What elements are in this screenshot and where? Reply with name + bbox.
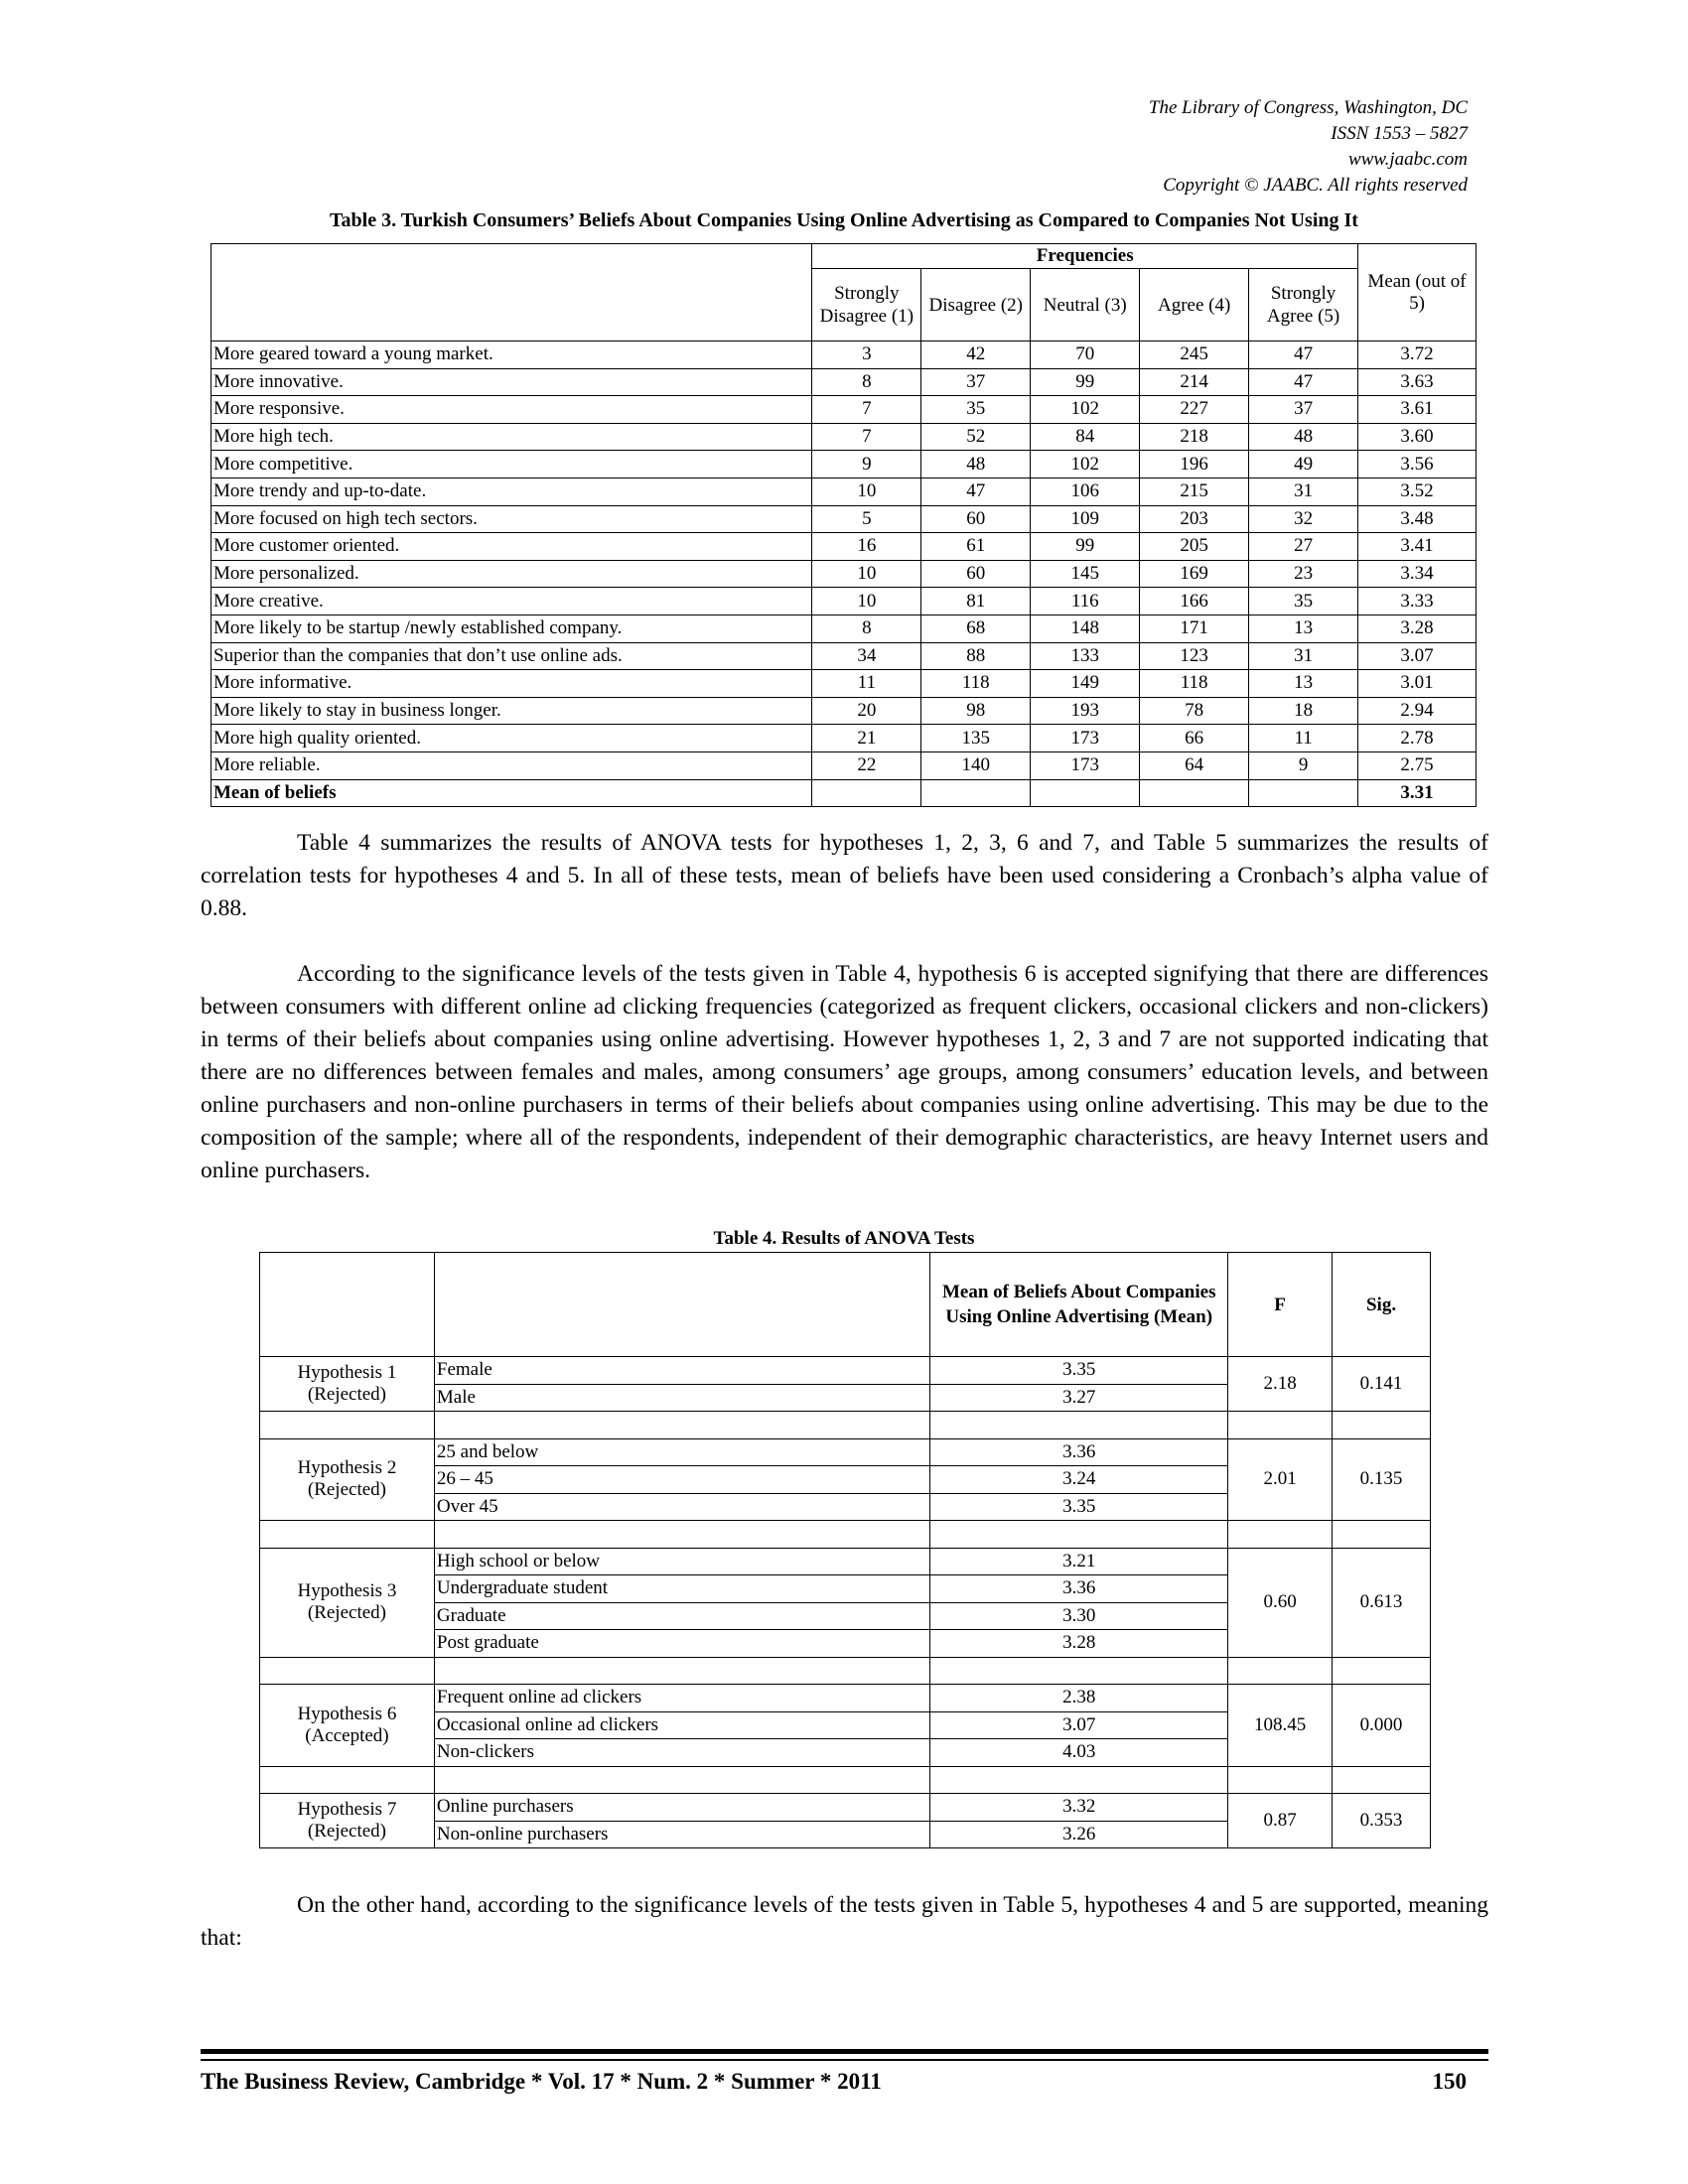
table-cell [434, 1521, 929, 1549]
f-value: 2.01 [1228, 1438, 1333, 1521]
header-line: ISSN 1553 – 5827 [1331, 123, 1468, 144]
table-cell [812, 779, 921, 807]
table-cell: 245 [1140, 341, 1249, 369]
hypothesis-status: (Accepted) [305, 1724, 389, 1746]
sig-value: 0.613 [1333, 1548, 1431, 1657]
table-cell: 203 [1140, 505, 1249, 533]
footer-rule [201, 2059, 1488, 2061]
table-row [211, 341, 1477, 369]
total-label: Mean of beliefs [211, 779, 812, 807]
table-cell: 9 [812, 451, 921, 478]
table-cell: 27 [1249, 533, 1358, 561]
table-cell: 169 [1140, 560, 1249, 588]
table-cell [260, 1412, 435, 1439]
table-cell: 42 [921, 341, 1031, 369]
table-cell [260, 1766, 435, 1794]
table-cell: 205 [1140, 533, 1249, 561]
table-cell: 7 [812, 423, 921, 451]
table-cell: 2.78 [1358, 725, 1477, 752]
table-cell: 196 [1140, 451, 1249, 478]
table-row [211, 697, 1477, 725]
footer-journal: The Business Review, Cambridge * Vol. 17 * Num. 2 * Summer * 2011 [201, 2069, 882, 2094]
page-number: 150 [1432, 2069, 1467, 2094]
belief-label: More high quality oriented. [211, 725, 812, 752]
table3-caption: Table 3. Turkish Consumers’ Beliefs About Companies Using Online Advertising as Compared to Companies Not Using It [330, 209, 1358, 231]
group-mean: 4.03 [930, 1739, 1228, 1767]
table-cell [434, 1766, 929, 1794]
table4-col-header: Mean of Beliefs About Companies Using Online Advertising (Mean) [930, 1253, 1228, 1357]
table-cell: 47 [1249, 341, 1358, 369]
table-cell: 2.94 [1358, 697, 1477, 725]
table-cell: 106 [1031, 478, 1140, 505]
table-cell: 148 [1031, 614, 1140, 642]
table3-group-header: Frequencies [812, 244, 1358, 269]
belief-label: More competitive. [211, 451, 812, 478]
total-value: 3.31 [1358, 779, 1477, 807]
table-cell: 21 [812, 725, 921, 752]
table-row [211, 505, 1477, 533]
table-cell: 47 [1249, 368, 1358, 396]
table-cell: 16 [812, 533, 921, 561]
table-cell: 3.41 [1358, 533, 1477, 561]
hypothesis-name: Hypothesis 6 [297, 1703, 397, 1724]
belief-label: More customer oriented. [211, 533, 812, 561]
group-mean: 3.28 [930, 1630, 1228, 1658]
header-line: www.jaabc.com [1348, 149, 1468, 170]
f-value: 0.87 [1228, 1794, 1333, 1848]
table-cell: 3.52 [1358, 478, 1477, 505]
group-label: 25 and below [434, 1438, 929, 1466]
table-cell: 70 [1031, 341, 1140, 369]
table-cell [1333, 1657, 1431, 1685]
group-mean: 3.27 [930, 1384, 1228, 1412]
hypothesis-status: (Rejected) [307, 1384, 386, 1405]
table-cell: 10 [812, 560, 921, 588]
table-cell: 173 [1031, 725, 1140, 752]
belief-label: Superior than the companies that don’t use online ads. [211, 642, 812, 670]
table-cell: 3.34 [1358, 560, 1477, 588]
table-cell: 31 [1249, 478, 1358, 505]
group-mean: 3.24 [930, 1466, 1228, 1494]
table-cell [1228, 1766, 1333, 1794]
table-cell: 102 [1031, 396, 1140, 424]
table-cell: 149 [1031, 670, 1140, 698]
body-text [201, 827, 1488, 1187]
table3-col-header: Strongly Agree (5) [1249, 269, 1358, 341]
table-cell: 64 [1140, 751, 1249, 779]
table-cell [1333, 1766, 1431, 1794]
table-cell: 10 [812, 478, 921, 505]
table-cell: 173 [1031, 751, 1140, 779]
table-cell: 81 [921, 588, 1031, 615]
f-value: 0.60 [1228, 1548, 1333, 1657]
table-total-row [211, 779, 1477, 807]
table-cell [1249, 779, 1358, 807]
table-cell [921, 779, 1031, 807]
table-cell: 193 [1031, 697, 1140, 725]
table-cell: 99 [1031, 368, 1140, 396]
table-cell: 123 [1140, 642, 1249, 670]
table-cell: 8 [812, 614, 921, 642]
table-cell: 118 [921, 670, 1031, 698]
belief-label: More likely to stay in business longer. [211, 697, 812, 725]
table-cell: 78 [1140, 697, 1249, 725]
table-cell: 5 [812, 505, 921, 533]
group-mean: 3.32 [930, 1794, 1228, 1822]
belief-label: More trendy and up-to-date. [211, 478, 812, 505]
table-cell [1228, 1657, 1333, 1685]
table-cell: 31 [1249, 642, 1358, 670]
group-label: Over 45 [434, 1493, 929, 1521]
table-row [211, 751, 1477, 779]
hypothesis-name: Hypothesis 1 [297, 1362, 397, 1383]
table-cell: 3 [812, 341, 921, 369]
table-cell: 35 [921, 396, 1031, 424]
group-mean: 3.07 [930, 1711, 1228, 1739]
table-cell: 3.07 [1358, 642, 1477, 670]
belief-label: More geared toward a young market. [211, 341, 812, 369]
group-mean: 3.35 [930, 1357, 1228, 1385]
table-cell [434, 1657, 929, 1685]
table-cell: 23 [1249, 560, 1358, 588]
group-label: Female [434, 1357, 929, 1385]
belief-label: More responsive. [211, 396, 812, 424]
hypothesis-label [260, 1794, 435, 1848]
table-cell [1333, 1521, 1431, 1549]
table3-col-header: Neutral (3) [1031, 269, 1140, 341]
table-row [211, 614, 1477, 642]
table4-col-header: Sig. [1333, 1253, 1431, 1357]
body-text [201, 1889, 1488, 1955]
table-cell: 61 [921, 533, 1031, 561]
table-cell: 171 [1140, 614, 1249, 642]
table-cell: 227 [1140, 396, 1249, 424]
table-row [260, 1794, 1431, 1822]
table-cell: 3.28 [1358, 614, 1477, 642]
paragraph: Table 4 summarizes the results of ANOVA tests for hypotheses 1, 2, 3, 6 and 7, and Table 5 summarizes the results of correlation tests for hypotheses 4 and 5. In all of these tests, mean of beliefs have been used considering a Cronbach’s alpha value of 0.88. [201, 830, 1488, 921]
table-row [211, 478, 1477, 505]
table-cell: 3.72 [1358, 341, 1477, 369]
paragraph: According to the significance levels of the tests given in Table 4, hypothesis 6 is accepted signifying that there are differences between consumers with different online ad clicking frequencies (categorized as frequent clickers, occasional clickers and non-clickers) in terms of their beliefs about companies using online advertising. However hypotheses 1, 2, 3 and 7 are not supported indicating that there are no differences between females and males, among consumers’ age groups, among consumers’ education levels, and between online purchasers and non-online purchasers in terms of their beliefs about companies using online advertising. This may be due to the composition of the sample; where all of the respondents, independent of their demographic characteristics, are heavy Internet users and online purchasers. [201, 961, 1488, 1183]
table-row [260, 1438, 1431, 1466]
table-cell: 34 [812, 642, 921, 670]
belief-label: More focused on high tech sectors. [211, 505, 812, 533]
table-cell: 20 [812, 697, 921, 725]
footer-rule [201, 2049, 1488, 2054]
table-cell: 215 [1140, 478, 1249, 505]
table-row [211, 588, 1477, 615]
sig-value: 0.353 [1333, 1794, 1431, 1848]
table-cell: 18 [1249, 697, 1358, 725]
table-cell: 135 [921, 725, 1031, 752]
table-cell: 99 [1031, 533, 1140, 561]
table-cell: 11 [812, 670, 921, 698]
table3-col-header: Agree (4) [1140, 269, 1249, 341]
hypothesis-label [260, 1438, 435, 1521]
table-row [260, 1548, 1431, 1575]
table-cell: 48 [1249, 423, 1358, 451]
table-cell: 218 [1140, 423, 1249, 451]
group-mean: 3.35 [930, 1493, 1228, 1521]
table-cell: 13 [1249, 614, 1358, 642]
table-cell: 66 [1140, 725, 1249, 752]
group-label: Undergraduate student [434, 1575, 929, 1603]
table-cell: 145 [1031, 560, 1140, 588]
table-cell: 3.01 [1358, 670, 1477, 698]
table-cell: 22 [812, 751, 921, 779]
table-cell: 214 [1140, 368, 1249, 396]
hypothesis-name: Hypothesis 7 [297, 1799, 397, 1820]
table-cell: 102 [1031, 451, 1140, 478]
hypothesis-label [260, 1548, 435, 1657]
table-row [211, 451, 1477, 478]
group-label: 26 – 45 [434, 1466, 929, 1494]
table-cell [1333, 1412, 1431, 1439]
table-cell [1228, 1521, 1333, 1549]
table3-col-header: Disagree (2) [921, 269, 1031, 341]
table4-corner [434, 1253, 929, 1357]
table-cell: 52 [921, 423, 1031, 451]
journal-header [1149, 95, 1468, 199]
spacer-row [260, 1521, 1431, 1549]
sig-value: 0.135 [1333, 1438, 1431, 1521]
belief-label: More informative. [211, 670, 812, 698]
belief-label: More likely to be startup /newly established company. [211, 614, 812, 642]
table3-corner [211, 244, 812, 341]
spacer-row [260, 1766, 1431, 1794]
group-label: Frequent online ad clickers [434, 1685, 929, 1712]
table-cell: 32 [1249, 505, 1358, 533]
group-mean: 3.36 [930, 1438, 1228, 1466]
table3-col-header: Mean (out of 5) [1358, 244, 1477, 341]
hypothesis-name: Hypothesis 2 [297, 1457, 397, 1479]
table-cell: 88 [921, 642, 1031, 670]
group-label: Graduate [434, 1602, 929, 1630]
table-row [211, 642, 1477, 670]
hypothesis-status: (Rejected) [307, 1479, 386, 1501]
group-mean: 3.30 [930, 1602, 1228, 1630]
table-row [211, 368, 1477, 396]
group-label: Occasional online ad clickers [434, 1711, 929, 1739]
group-label: Online purchasers [434, 1794, 929, 1822]
table-cell: 3.48 [1358, 505, 1477, 533]
table-cell: 37 [921, 368, 1031, 396]
table-cell: 3.61 [1358, 396, 1477, 424]
f-value: 108.45 [1228, 1685, 1333, 1767]
spacer-row [260, 1657, 1431, 1685]
group-label: High school or below [434, 1548, 929, 1575]
table-cell: 68 [921, 614, 1031, 642]
table-cell [434, 1412, 929, 1439]
table-cell: 13 [1249, 670, 1358, 698]
table3 [211, 243, 1477, 807]
table-cell: 10 [812, 588, 921, 615]
sig-value: 0.141 [1333, 1357, 1431, 1412]
table-cell: 84 [1031, 423, 1140, 451]
table-cell: 140 [921, 751, 1031, 779]
group-mean: 3.26 [930, 1821, 1228, 1848]
table-cell [1031, 779, 1140, 807]
group-mean: 2.38 [930, 1685, 1228, 1712]
group-label: Non-clickers [434, 1739, 929, 1767]
table-cell: 98 [921, 697, 1031, 725]
table-cell: 9 [1249, 751, 1358, 779]
group-label: Post graduate [434, 1630, 929, 1658]
table-cell: 8 [812, 368, 921, 396]
table-cell: 118 [1140, 670, 1249, 698]
table-cell: 3.33 [1358, 588, 1477, 615]
table-row [260, 1357, 1431, 1385]
table4-col-header: F [1228, 1253, 1333, 1357]
table-cell: 35 [1249, 588, 1358, 615]
hypothesis-label [260, 1357, 435, 1412]
table-cell: 7 [812, 396, 921, 424]
table-cell: 3.60 [1358, 423, 1477, 451]
table-row [211, 725, 1477, 752]
belief-label: More innovative. [211, 368, 812, 396]
group-mean: 3.21 [930, 1548, 1228, 1575]
group-label: Male [434, 1384, 929, 1412]
hypothesis-name: Hypothesis 3 [297, 1580, 397, 1601]
table4 [259, 1252, 1431, 1848]
table-cell: 3.63 [1358, 368, 1477, 396]
paragraph: On the other hand, according to the significance levels of the tests given in Table 5, hypotheses 4 and 5 are supported, meaning that: [201, 1892, 1488, 1951]
hypothesis-label [260, 1685, 435, 1767]
table-row [211, 423, 1477, 451]
table-row [211, 560, 1477, 588]
table-cell [260, 1657, 435, 1685]
table4-corner [260, 1253, 435, 1357]
table-cell [930, 1766, 1228, 1794]
table-cell: 3.56 [1358, 451, 1477, 478]
group-mean: 3.36 [930, 1575, 1228, 1603]
belief-label: More reliable. [211, 751, 812, 779]
table-cell: 109 [1031, 505, 1140, 533]
table-row [211, 670, 1477, 698]
sig-value: 0.000 [1333, 1685, 1431, 1767]
table-cell: 37 [1249, 396, 1358, 424]
table4-caption: Table 4. Results of ANOVA Tests [713, 1228, 975, 1249]
table-cell: 60 [921, 505, 1031, 533]
belief-label: More high tech. [211, 423, 812, 451]
table-cell: 11 [1249, 725, 1358, 752]
table-cell: 47 [921, 478, 1031, 505]
table3-col-header: Strongly Disagree (1) [812, 269, 921, 341]
table-cell: 133 [1031, 642, 1140, 670]
header-line: The Library of Congress, Washington, DC [1148, 97, 1468, 118]
table-cell: 2.75 [1358, 751, 1477, 779]
table-cell [1228, 1412, 1333, 1439]
table-cell: 60 [921, 560, 1031, 588]
table-cell [930, 1657, 1228, 1685]
table-cell: 48 [921, 451, 1031, 478]
hypothesis-status: (Rejected) [307, 1821, 386, 1842]
hypothesis-status: (Rejected) [307, 1602, 386, 1623]
table-row [211, 533, 1477, 561]
table-cell [930, 1521, 1228, 1549]
table-row [211, 396, 1477, 424]
table-row [260, 1685, 1431, 1712]
table-cell: 166 [1140, 588, 1249, 615]
table-cell: 49 [1249, 451, 1358, 478]
table-cell [1140, 779, 1249, 807]
spacer-row [260, 1412, 1431, 1439]
table-cell: 116 [1031, 588, 1140, 615]
table-cell [930, 1412, 1228, 1439]
belief-label: More creative. [211, 588, 812, 615]
footer [201, 2069, 1488, 2095]
header-line: Copyright © JAABC. All rights reserved [1163, 175, 1468, 196]
belief-label: More personalized. [211, 560, 812, 588]
f-value: 2.18 [1228, 1357, 1333, 1412]
group-label: Non-online purchasers [434, 1821, 929, 1848]
table-cell [260, 1521, 435, 1549]
